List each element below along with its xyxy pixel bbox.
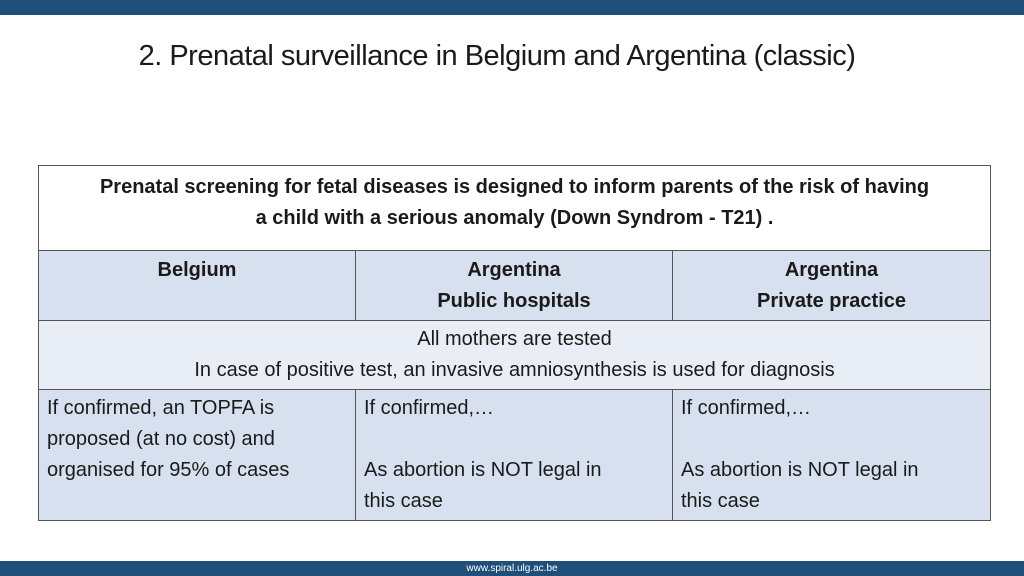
outcome-argentina-public-line-2: As abortion is NOT legal in — [364, 459, 602, 481]
header-argentina-private-sector: Private practice — [757, 290, 906, 312]
top-accent-bar — [0, 0, 1024, 15]
common-line-2: In case of positive test, an invasive amniosynthesis is used for diagnosis — [194, 359, 835, 381]
outcome-argentina-private-line-1: If confirmed,… — [681, 397, 812, 419]
outcome-argentina-public — [356, 390, 673, 521]
header-belgium-label: Belgium — [157, 259, 237, 281]
intro-line-2: a child with a serious anomaly (Down Syndrom - T21) . — [255, 207, 774, 229]
outcome-argentina-private-line-3: this case — [681, 490, 760, 512]
outcome-argentina-private-gap — [681, 424, 982, 455]
header-argentina-public-sector: Public hospitals — [437, 290, 591, 312]
footer-url: www.spiral.ulg.ac.be — [466, 563, 558, 574]
comparison-table — [38, 165, 991, 521]
common-row — [39, 321, 991, 390]
outcome-belgium-line-1: If confirmed, an TOPFA is — [47, 397, 275, 419]
outcome-belgium-line-2: proposed (at no cost) and — [47, 428, 275, 450]
header-argentina-private — [673, 251, 991, 321]
outcome-row — [39, 390, 991, 521]
outcome-belgium-line-3: organised for 95% of cases — [47, 459, 290, 481]
outcome-argentina-private — [673, 390, 991, 521]
outcome-argentina-private-line-2: As abortion is NOT legal in — [681, 459, 919, 481]
outcome-belgium — [39, 390, 356, 521]
header-argentina-public — [356, 251, 673, 321]
header-belgium — [39, 251, 356, 321]
outcome-argentina-public-line-3: this case — [364, 490, 443, 512]
intro-row — [39, 166, 991, 251]
outcome-argentina-public-line-1: If confirmed,… — [364, 397, 495, 419]
header-argentina-private-country: Argentina — [784, 259, 879, 281]
common-line-1: All mothers are tested — [417, 328, 612, 350]
intro-line-1: Prenatal screening for fetal diseases is designed to inform parents of the risk of having — [99, 176, 930, 198]
slide-title: 2. Prenatal surveillance in Belgium and Argentina (classic) — [138, 40, 856, 72]
intro-cell — [39, 166, 991, 251]
outcome-argentina-public-gap — [364, 424, 664, 455]
header-argentina-public-country: Argentina — [467, 259, 561, 281]
header-row — [39, 251, 991, 321]
common-cell — [39, 321, 991, 390]
